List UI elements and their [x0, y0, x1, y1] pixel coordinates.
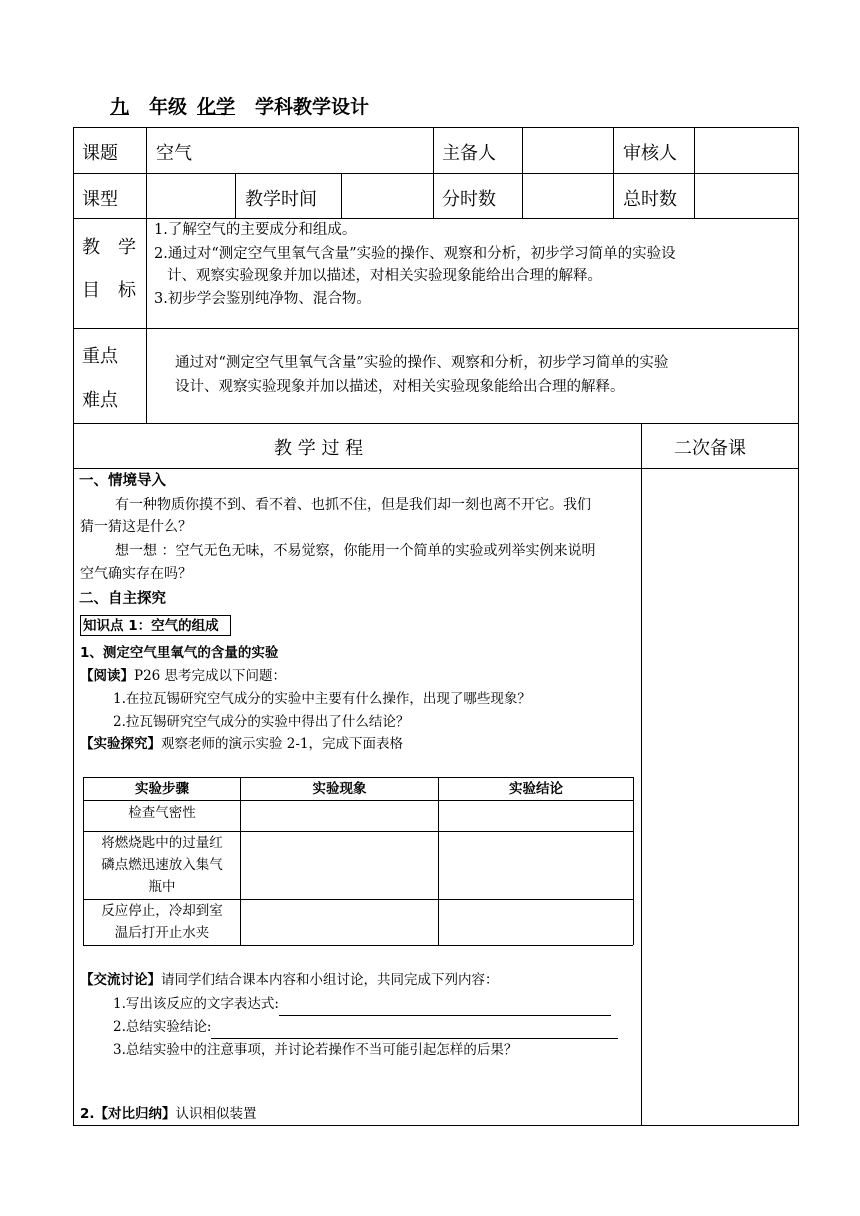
compare-num: 2. — [80, 1106, 95, 1122]
table-border-right — [798, 127, 799, 1125]
table-border-top — [73, 127, 799, 128]
read-tag: 【阅读】 — [80, 668, 134, 684]
grade: 九 — [110, 96, 130, 118]
keypoints-label-top: 重点 — [82, 346, 118, 367]
reviewer-label: 审核人 — [623, 143, 677, 164]
discuss-text: 请同学们结合课本内容和小组讨论，共同完成下列内容： — [161, 972, 499, 988]
exp-table-header: 实验结论 — [509, 781, 563, 797]
objective-item: 2.通过对“测定空气里氧气含量”实验的操作、观察和分析，初步学习简单的实验设 — [154, 246, 676, 262]
row-divider — [73, 173, 799, 174]
subsection-title: 1、测定空气里氧气的含量的实验 — [80, 645, 279, 661]
exp-table-border — [83, 945, 633, 946]
objective-item: 计、观察实验现象并加以描述，对相关实验现象能给出合理的解释。 — [167, 268, 602, 284]
keypoints-line: 设计、观察实验现象并加以描述，对相关实验现象能给出合理的解释。 — [175, 379, 625, 395]
objectives-label-bottom: 目 标 — [82, 280, 136, 301]
compare-text: 认识相似装置 — [175, 1106, 257, 1122]
process-heading: 教 学 过 程 — [274, 438, 364, 459]
question-item: 1.在拉瓦锡研究空气成分的实验中主要有什么操作，出现了哪些现象？ — [113, 691, 531, 707]
objective-item: 3.初步学会鉴别纯净物、混合物。 — [154, 291, 371, 307]
compare-tag: 【对比归纳】 — [94, 1106, 176, 1122]
discuss-line — [80, 969, 499, 992]
paragraph-line: 空气确实存在吗？ — [80, 566, 192, 582]
time-label: 教学时间 — [245, 189, 317, 210]
objectives-label-top: 教 学 — [82, 237, 136, 258]
compare-line — [80, 1103, 257, 1126]
paragraph-line: 想一想 ：空气无色无味，不易觉察，你能用一个简单的实验或列举实例来说明 — [115, 543, 596, 559]
col-divider — [613, 127, 614, 218]
discuss-item-3: 3.总结实验中的注意事项，并讨论若操作不当可能引起怎样的后果？ — [113, 1042, 518, 1058]
grade-suffix: 年级 — [149, 96, 188, 118]
exp-table-border — [83, 800, 633, 801]
question-item: 2.拉瓦锡研究空气成分的实验中得出了什么结论？ — [113, 714, 410, 730]
col-divider — [146, 127, 147, 423]
col-divider — [433, 127, 434, 218]
subject: 化学 — [197, 96, 236, 118]
col-divider — [522, 127, 523, 218]
row-divider — [73, 468, 799, 469]
keypoints-label-bottom: 难点 — [82, 390, 118, 411]
total-label: 总时数 — [623, 189, 677, 210]
knowledge-point-box: 知识点 1：空气的组成 — [80, 615, 231, 636]
side-heading: 二次备课 — [674, 438, 746, 459]
discuss-item-1 — [113, 993, 611, 1016]
paragraph-line: 猜一猜这是什么？ — [80, 519, 192, 535]
type-label: 课型 — [82, 189, 118, 210]
exp-table-cell: 温后打开止水夹 — [114, 925, 210, 941]
preparer-label: 主备人 — [442, 143, 496, 164]
answer-blank[interactable] — [279, 1001, 611, 1016]
exp-table-cell: 磷点燃迅速放入集气 — [101, 857, 223, 873]
exp-table-cell: 将燃烧匙中的过量红 — [101, 835, 223, 851]
read-line — [80, 665, 286, 688]
exp-table-cell: 检查气密性 — [128, 805, 196, 821]
objective-item: 1.了解空气的主要成分和组成。 — [154, 222, 357, 238]
document-title — [90, 92, 369, 119]
row-divider — [73, 328, 799, 329]
explore-text: 观察老师的演示实验 2-1，完成下面表格 — [161, 736, 404, 752]
answer-blank[interactable] — [211, 1024, 618, 1039]
topic-value: 空气 — [156, 143, 192, 164]
section-title: 一、情境导入 — [79, 473, 166, 489]
col-divider — [341, 173, 342, 218]
discuss-item-label: 1.写出该反应的文字表达式: — [113, 996, 279, 1012]
exp-table-border — [633, 777, 634, 945]
exp-table-cell: 反应停止，冷却到室 — [101, 903, 223, 919]
title-suffix: 学科教学设计 — [255, 96, 370, 118]
col-divider — [235, 173, 236, 218]
explore-tag: 【实验探究】 — [80, 736, 161, 752]
exp-table-header: 实验步骤 — [135, 781, 189, 797]
discuss-item-2 — [113, 1016, 618, 1039]
exp-table-border — [438, 777, 439, 945]
discuss-item-label: 2.总结实验结论: — [113, 1019, 212, 1035]
exp-table-header: 实验现象 — [312, 781, 367, 797]
exp-table-border — [240, 777, 241, 945]
explore-line — [80, 733, 403, 756]
col-divider — [641, 423, 642, 1125]
topic-label: 课题 — [82, 143, 118, 164]
section-title: 二、自主探究 — [79, 591, 166, 607]
exp-table-cell: 瓶中 — [148, 879, 176, 895]
col-divider — [694, 127, 695, 218]
row-divider — [73, 423, 799, 424]
read-text: P26 思考完成以下问题： — [134, 668, 287, 684]
periods-label: 分时数 — [442, 189, 496, 210]
keypoints-line: 通过对“测定空气里氧气含量”实验的操作、观察和分析，初步学习简单的实验 — [175, 355, 669, 371]
paragraph-line: 有一种物质你摸不到、看不着、也抓不住，但是我们却一刻也离不开它。我们 — [115, 497, 591, 513]
table-border-left — [73, 127, 74, 1125]
discuss-tag: 【交流讨论】 — [80, 972, 161, 988]
